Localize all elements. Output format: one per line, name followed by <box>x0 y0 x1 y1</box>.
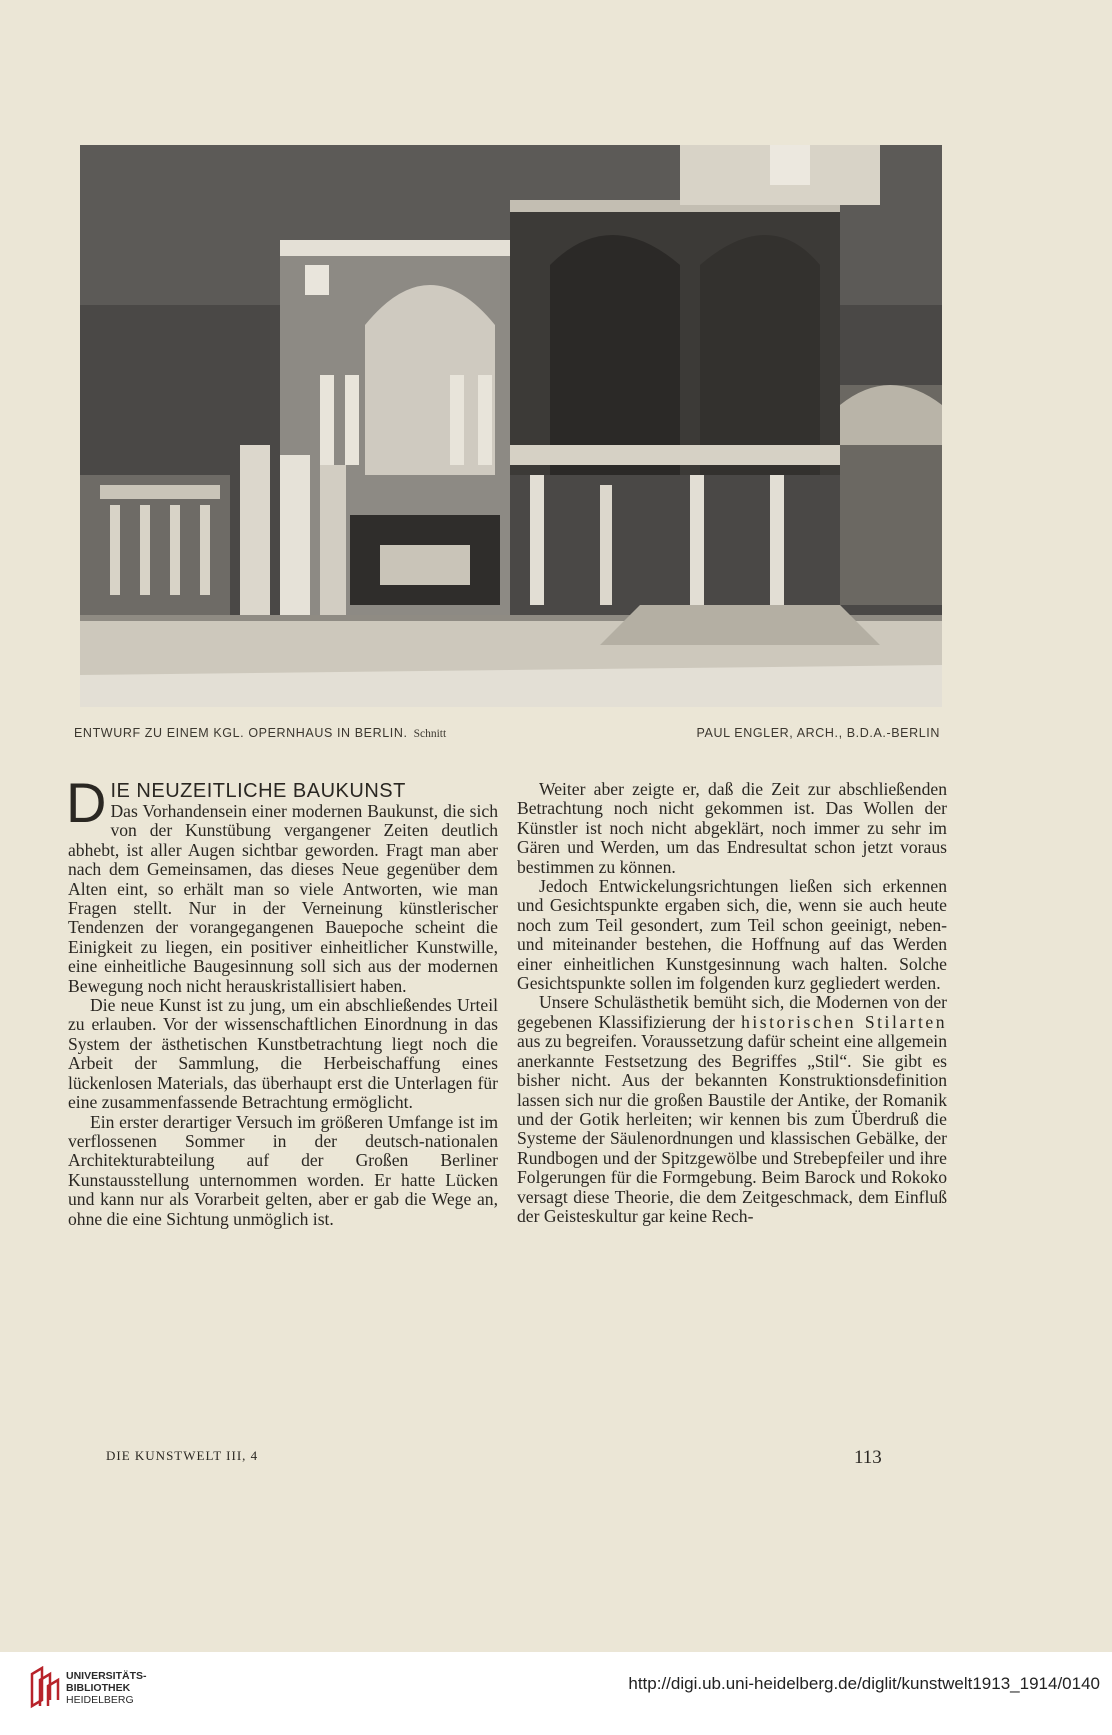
paragraph-text: Unsere Schulästhetik bemüht sich, die Modernen von der gegebenen Klassifizierung der <box>517 992 947 1032</box>
article-left-column <box>66 771 498 1229</box>
library-line-1: UNIVERSITÄTS- <box>66 1670 147 1682</box>
library-line-3: HEIDELBERG <box>66 1694 134 1706</box>
article-right-column <box>517 780 947 1226</box>
paragraph: Die neue Kunst ist zu jung, um ein abschließendes Urteil zu erlauben. Vor der wissenschaftlichen Einordnung in das System der ästhetischen Kunstbetrachtung liegt noch die Arbeit der Sammlung, die Herbeischaffung eines lückenlosen Materials, das überhaupt erst die Unterlagen für eine zusammenfassende Betrachtung ermöglicht. <box>68 995 498 1113</box>
caption-note: Schnitt <box>413 728 447 740</box>
paragraph: Jedoch Entwickelungsrichtungen ließen sich erkennen und Gesichtspunkte ergaben sich, die, wenn sie auch heute noch zum Teil gesondert, zum Teil schon geeinigt, neben- und miteinander bestehen, die Hoffnung auf das Werden einer einheitlichen Kunstgesinnung wach halten. Solche Gesichtspunkte sollen im folgenden kurz gegliedert werden. <box>517 876 947 994</box>
paragraph: Ein erster derartiger Versuch im größeren Umfange ist im verflossenen Sommer in der deutsch-nationalen Architekturabteilung auf der Großen Berliner Kunstausstellung unternommen worden. Er hatte Lücken und kann nur als Vorarbeit gelten, aber er gab die Wege an, ohne die eine Sichtung unmöglich ist. <box>68 1111 498 1229</box>
architectural-section-drawing <box>80 145 942 707</box>
paragraph: Das Vorhandensein einer modernen Baukunst, die sich von der Kunstübung vergangener Zeiten deutlich abhebt, ist aller Augen sichtbar geworden. Fragt man aber nach dem Gemeinsamen, das dieses Neue gegenüber dem Alten eint, so erhält man so viele Antworten, wie man Fragen stellt. Nur in der Verneinung künstlerischer Tendenzen der vorangegangenen Bauepoche scheint die Einigkeit zu liegen, ein positiver einheitlicher Kunstwille, eine einheitliche Baugesinnung soll sich aus der modernen Bewegung noch nicht herauskristallisiert haben. <box>68 801 498 996</box>
spaced-emphasis: historischen Stilarten <box>741 1011 947 1032</box>
figure-caption <box>74 726 446 740</box>
library-name <box>66 1670 147 1706</box>
paragraph <box>517 993 947 1226</box>
paragraph-text: aus zu begreifen. Voraussetzung dafür scheint eine allgemein anerkannte Festsetzung des Begriffes „Stil“. Sie gibt es bisher nicht. Aus der bekannten Konstruktionsdefinition lassen sich nur die großen Baustile der Antike, der Romanik und der Gotik herleiten; wir kennen bis zum Überdruß die Systeme der Säulenordnungen und klassischen Gebälke, der Rundbogen und der Spitzgewölbe und Strebepfeiler und ihre Folgerungen für die Formgebung. Beim Barock und Rokoko versagt diese Theorie, die dem Zeitgeschmack, dem Einfluß der Geisteskultur gar keine Rech- <box>517 1031 947 1226</box>
journal-footer: DIE KUNSTWELT III, 4 <box>106 1448 259 1463</box>
library-logo-icon <box>28 1666 62 1710</box>
paragraph: Weiter aber zeigte er, daß die Zeit zur abschließenden Betrachtung noch nicht gekommen ist. Das Wollen der Künstler ist noch nicht abgeklärt, noch immer zu sehr im Gären und Werden, um das Endresultat schon jetzt voraus bestimmen zu können. <box>517 779 947 877</box>
caption-title: ENTWURF ZU EINEM KGL. OPERNHAUS IN BERLIN. <box>74 726 408 740</box>
article-opening <box>66 771 498 996</box>
article-heading: IE NEUZEITLICHE BAUKUNST <box>110 780 406 802</box>
figure-credit: PAUL ENGLER, ARCH., B.D.A.-BERLIN <box>696 726 940 740</box>
drop-cap: D <box>66 771 107 834</box>
opera-house-illustration <box>80 145 942 707</box>
page-number: 113 <box>854 1447 882 1468</box>
source-url[interactable]: http://digi.ub.uni-heidelberg.de/diglit/kunstwelt1913_1914/0140 <box>628 1674 1100 1693</box>
library-bar <box>0 1652 1112 1735</box>
library-line-2: BIBLIOTHEK <box>66 1682 131 1694</box>
